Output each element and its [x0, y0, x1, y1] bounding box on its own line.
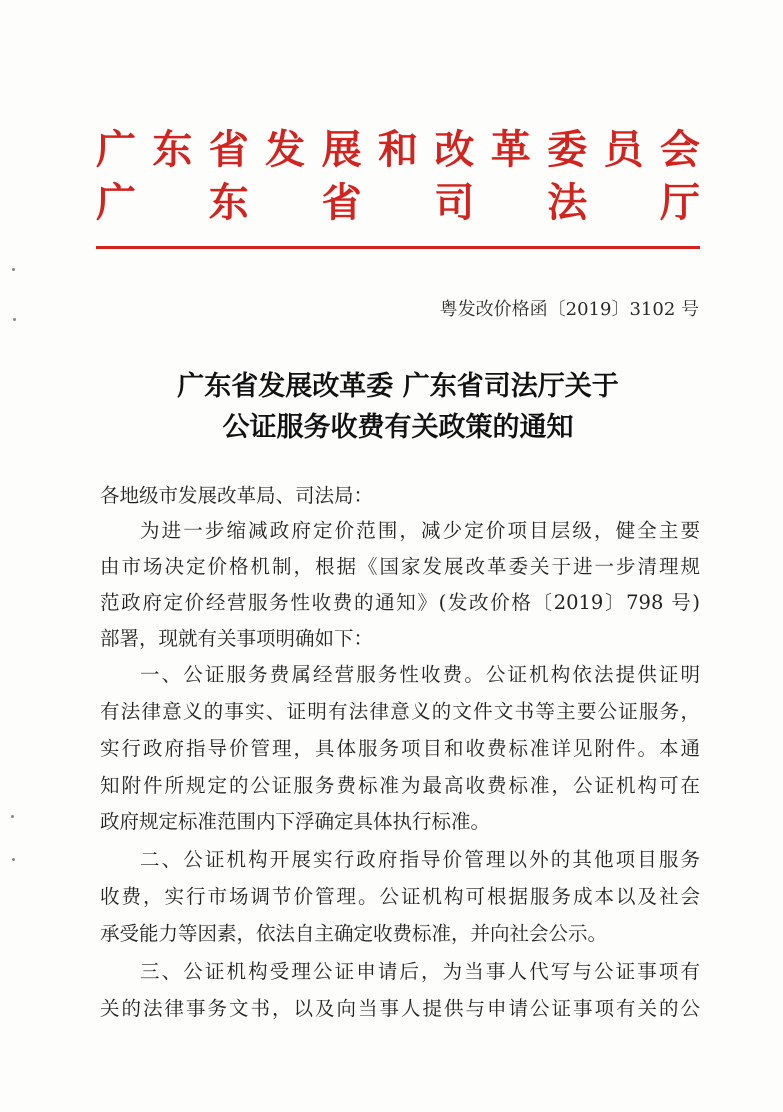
- header-char: 省: [208, 126, 249, 173]
- header-char: 东: [152, 126, 193, 173]
- scan-speck: [12, 858, 15, 861]
- document-title-line-2: 公证服务收费有关政策的通知: [222, 412, 574, 443]
- document-number: 粤发改价格函〔2019〕3102 号: [439, 299, 699, 320]
- header-char: 革: [490, 126, 531, 173]
- paragraph-line: 关的法律事务文书，以及向当事人提供与申请公证事项有关的公: [100, 997, 700, 1020]
- header-char: 展: [321, 126, 362, 173]
- header-char: 广: [96, 126, 136, 173]
- salutation: 各地级市发展改革局、司法局：: [100, 484, 374, 507]
- paragraph-line: 范政府定价经营服务性收费的通知》(发改价格〔2019〕798 号): [100, 591, 700, 614]
- header-char: 和: [377, 126, 418, 173]
- header-char: 员: [603, 126, 644, 173]
- scan-speck: [11, 815, 14, 818]
- issuer-header-justice: [96, 179, 700, 226]
- paragraph-line: 收费，实行市场调节价管理。公证机构可根据服务成本以及社会: [100, 885, 700, 908]
- paragraph-line: 为进一步缩减政府定价范围，减少定价项目层级，健全主要: [140, 519, 700, 542]
- header-char: 改: [434, 126, 475, 173]
- paragraph-line: 实行政府指导价管理，具体服务项目和收费标准详见附件。本通: [100, 737, 700, 760]
- header-char: 东: [208, 179, 249, 226]
- header-char: 司: [434, 179, 475, 226]
- header-char: 发: [265, 126, 306, 173]
- header-char: 委: [547, 126, 588, 173]
- paragraph-line: 承受能力等因素，依法自主确定收费标准，并向社会公示。: [100, 922, 608, 945]
- header-char: 法: [547, 179, 588, 226]
- scan-speck: [13, 318, 16, 321]
- header-char: 省: [321, 179, 362, 226]
- paragraph-line: 政府规定标准范围内下浮确定具体执行标准。: [100, 810, 491, 833]
- paragraph-line: 一、公证服务费属经营服务性收费。公证机构依法提供证明: [140, 663, 700, 686]
- paragraph-line: 三、公证机构受理公证申请后，为当事人代写与公证事项有: [140, 960, 700, 983]
- header-char: 会: [659, 126, 700, 173]
- red-divider-line: [96, 246, 700, 249]
- paragraph-line: 知附件所规定的公证服务费标准为最高收费标准，公证机构可在: [100, 774, 700, 797]
- paragraph-line: 二、公证机构开展实行政府指导价管理以外的其他项目服务: [140, 848, 700, 871]
- document-title-line-1: 广东省发展改革委 广东省司法厅关于: [177, 371, 619, 402]
- paragraph-line: 部署，现就有关事项明确如下：: [100, 627, 374, 650]
- header-char: 广: [96, 179, 136, 226]
- issuer-header-drc: [96, 126, 700, 173]
- scan-speck: [12, 268, 15, 271]
- header-char: 厅: [659, 179, 700, 226]
- paragraph-line: 由市场决定价格机制，根据《国家发展改革委关于进一步清理规: [100, 555, 700, 578]
- paragraph-line: 有法律意义的事实、证明有法律意义的文件文书等主要公证服务，: [100, 700, 700, 723]
